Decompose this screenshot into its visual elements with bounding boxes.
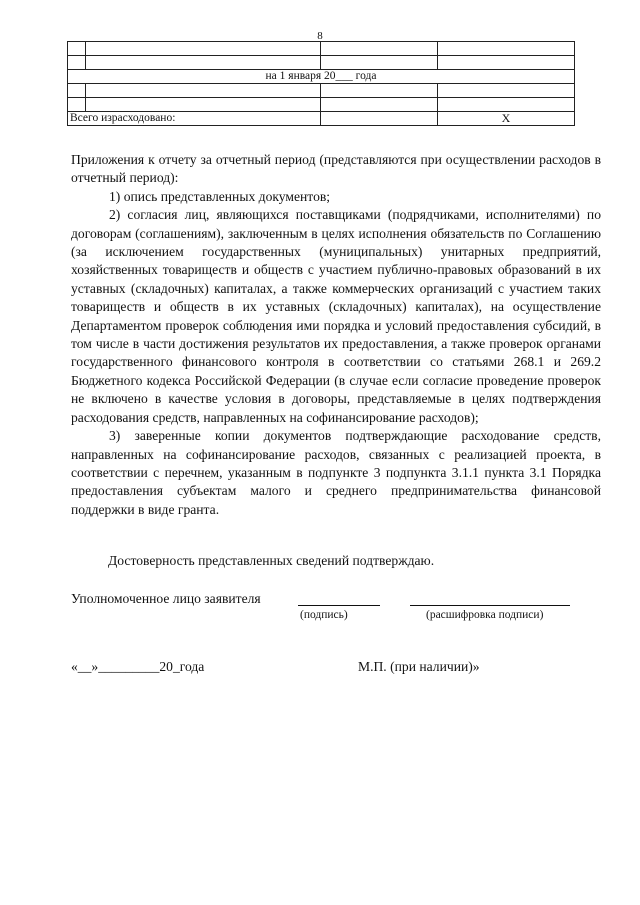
signature-label: Уполномоченное лицо заявителя xyxy=(71,591,261,606)
signature-line xyxy=(298,604,380,606)
table-row xyxy=(68,84,575,98)
table-cell xyxy=(321,98,438,112)
signature-decode-caption: (расшифровка подписи) xyxy=(426,609,544,621)
table-cell xyxy=(86,98,321,112)
table-cell xyxy=(438,84,575,98)
table-row xyxy=(68,56,575,70)
table-cell xyxy=(68,42,86,56)
certification-statement: Достоверность представленных сведений подтверждаю. xyxy=(108,553,435,568)
table-row xyxy=(68,70,575,84)
total-mark: X xyxy=(438,112,575,126)
expense-table xyxy=(67,41,575,126)
page-number: 8 xyxy=(317,30,323,42)
date-header-cell: на 1 января 20___ года xyxy=(68,70,575,84)
table-row xyxy=(68,98,575,112)
table-cell xyxy=(321,112,438,126)
date-line: «__»_________20_года xyxy=(71,659,205,674)
table-row xyxy=(68,42,575,56)
table-cell xyxy=(438,42,575,56)
table-cell xyxy=(321,84,438,98)
total-label: Всего израсходовано: xyxy=(68,112,321,126)
table-cell xyxy=(438,98,575,112)
table-cell xyxy=(86,42,321,56)
appendix-item-2: 2) согласия лиц, являющихся поставщиками (подрядчиками, исполнителями) по договорам (соглашениям), заключенным в целях исполнения обязательств по Соглашению (за исключением государственных (муниципальных) унитарных предприятий, хозяйственных товариществ и обществ с участием публично-правовых образований в их уставных (складочных) капиталах, а также коммерческих организаций с участием таких товариществ и обществ в их уставных (складочных) капиталах), на осуществление Департаментом проверок соблюдения ими порядка и условий предоставления субсидий, в том числе в части достижения результатов их предоставления, а также проверок органами государственного финансового контроля в соответствии со статьями 268.1 и 269.2 Бюджетного кодекса Российской Федерации (в случае если согласие проведение проверок не включено в качестве условия в договоры, представляемые в целях подтверждения расходования средств, направленных на софинансирование расходов); xyxy=(71,207,601,425)
signature-decode-line xyxy=(410,604,570,606)
table-cell xyxy=(68,56,86,70)
appendix-section xyxy=(71,151,601,519)
total-row xyxy=(68,112,575,126)
table-cell xyxy=(321,42,438,56)
appendix-item-3: 3) заверенные копии документов подтверждающие расходование средств, направленных на софинансирование расходов, связанных с реализацией проекта, в соответствии с перечнем, указанным в подпункте 3 подпункта 3.1.1 пункта 3.1 Порядка предоставления субъектам малого и среднего предпринимательства финансовой поддержки в виде гранта. xyxy=(71,428,601,517)
stamp-note: М.П. (при наличии)» xyxy=(358,659,480,674)
table-cell xyxy=(438,56,575,70)
table-cell xyxy=(321,56,438,70)
table-cell xyxy=(68,84,86,98)
table-cell xyxy=(86,56,321,70)
table-cell xyxy=(86,84,321,98)
appendix-item-1: 1) опись представленных документов; xyxy=(109,188,331,204)
signature-caption: (подпись) xyxy=(300,609,348,621)
table-cell xyxy=(68,98,86,112)
appendix-intro: Приложения к отчету за отчетный период (представляются при осуществлении расходов в отчетный период): xyxy=(71,152,601,186)
